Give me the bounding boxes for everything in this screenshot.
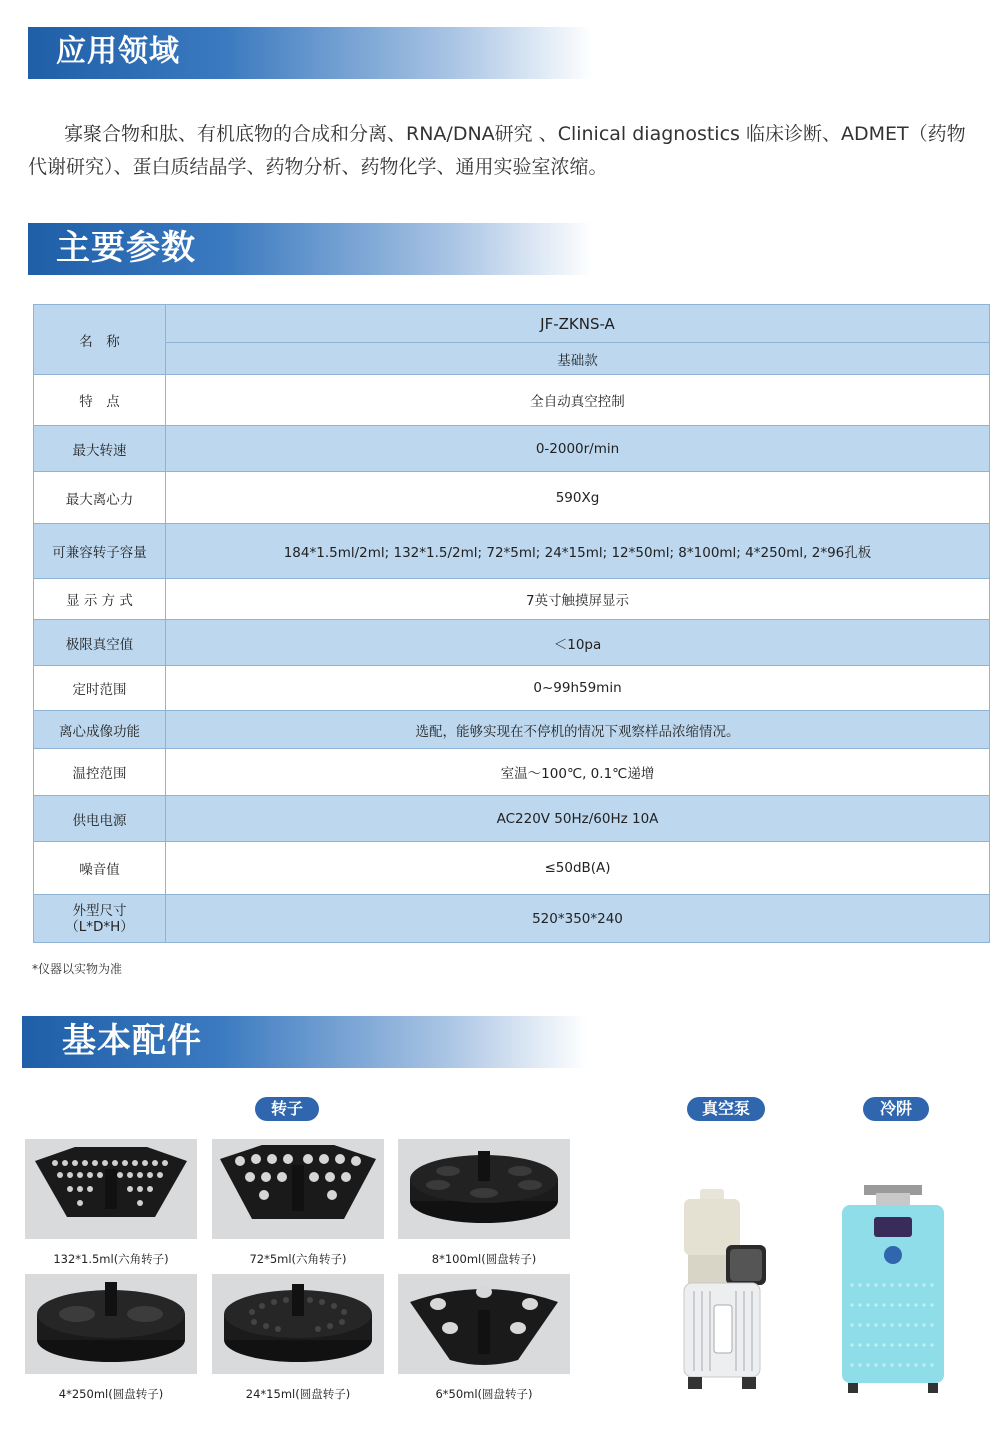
trap-pill-label: 冷阱 [863, 1097, 929, 1121]
table-row [34, 375, 990, 426]
row-value: ≤50dB(A) [166, 842, 990, 895]
row-value: 0~99h59min [166, 666, 990, 711]
table-row [34, 895, 990, 943]
row-label: 噪音值 [34, 842, 166, 895]
rotor-caption: 8*100ml(圆盘转子) [431, 1252, 537, 1266]
pump-pill-label: 真空泵 [687, 1097, 765, 1121]
row-label: 最大转速 [34, 426, 166, 472]
rotor-hex-132-image [25, 1139, 197, 1239]
edition-cell: 基础款 [166, 343, 990, 375]
application-text: 寡聚合物和肽、有机底物的合成和分离、RNA/DNA研究 、Clinical diagnostics 临床诊断、ADMET（药物代谢研究）、蛋白质结晶学、药物分析、药物化学、通用实验室浓缩。 [28, 123, 966, 178]
row-value: 184*1.5ml/2ml; 132*1.5/2ml; 72*5ml; 24*15ml; 12*50ml; 8*100ml; 4*250ml, 2*96孔板 [166, 524, 990, 579]
row-value: AC220V 50Hz/60Hz 10A [166, 796, 990, 842]
row-label: 最大离心力 [34, 472, 166, 524]
table-row [34, 620, 990, 666]
row-label: 可兼容转子容量 [34, 524, 166, 579]
row-label: 离心成像功能 [34, 711, 166, 749]
table-row [34, 666, 990, 711]
row-label: 温控范围 [34, 749, 166, 796]
section-header-params [28, 223, 593, 275]
section-header-application [28, 27, 593, 79]
table-row [34, 711, 990, 749]
table-row [34, 343, 990, 375]
dimension-label-unit: （L*D*H） [65, 918, 134, 935]
model-cell: JF-ZKNS-A [166, 305, 990, 343]
section-title: 主要参数 [56, 228, 196, 268]
rotor-disc-24-image [212, 1274, 384, 1374]
table-row [34, 749, 990, 796]
rotor-caption: 72*5ml(六角转子) [249, 1252, 347, 1266]
name-label-cell: 名 称 [34, 305, 166, 375]
section-title: 基本配件 [62, 1021, 202, 1061]
row-label: 特 点 [34, 375, 166, 426]
rotor-caption: 24*15ml(圆盘转子) [245, 1387, 351, 1401]
section-header-accessories [22, 1016, 587, 1068]
section-title: 应用领域 [56, 34, 180, 69]
rotor-disc-6-image [398, 1274, 570, 1374]
row-label: 定时范围 [34, 666, 166, 711]
row-value: 选配，能够实现在不停机的情况下观察样品浓缩情况。 [166, 711, 990, 749]
row-value: 7英寸触摸屏显示 [166, 579, 990, 620]
table-row [34, 426, 990, 472]
row-value: ＜10pa [166, 620, 990, 666]
table-row [34, 472, 990, 524]
rotor-hex-72-image [212, 1139, 384, 1239]
rotor-disc-8-image [398, 1139, 570, 1239]
rotor-caption: 4*250ml(圆盘转子) [58, 1387, 164, 1401]
row-value: 520*350*240 [166, 895, 990, 943]
table-row [34, 579, 990, 620]
row-label: 极限真空值 [34, 620, 166, 666]
table-row [34, 524, 990, 579]
rotor-disc-4-image [25, 1274, 197, 1374]
table-row [34, 305, 990, 343]
vacuum-pump-image [670, 1185, 780, 1395]
row-label: 供电电源 [34, 796, 166, 842]
row-value: 室温～100℃, 0.1℃递增 [166, 749, 990, 796]
footnote: *仪器以实物为准 [32, 962, 123, 976]
dimension-label: 外型尺寸 [72, 902, 127, 919]
rotor-caption: 132*1.5ml(六角转子) [53, 1252, 169, 1266]
rotor-pill-label: 转子 [255, 1097, 319, 1121]
row-label: 显 示 方 式 [34, 579, 166, 620]
row-label [34, 895, 166, 943]
cold-trap-image [838, 1185, 948, 1397]
row-value: 590Xg [166, 472, 990, 524]
row-value: 0-2000r/min [166, 426, 990, 472]
table-row [34, 842, 990, 895]
table-row [34, 796, 990, 842]
rotor-caption: 6*50ml(圆盘转子) [435, 1387, 533, 1401]
row-value: 全自动真空控制 [166, 375, 990, 426]
params-table [33, 304, 990, 943]
